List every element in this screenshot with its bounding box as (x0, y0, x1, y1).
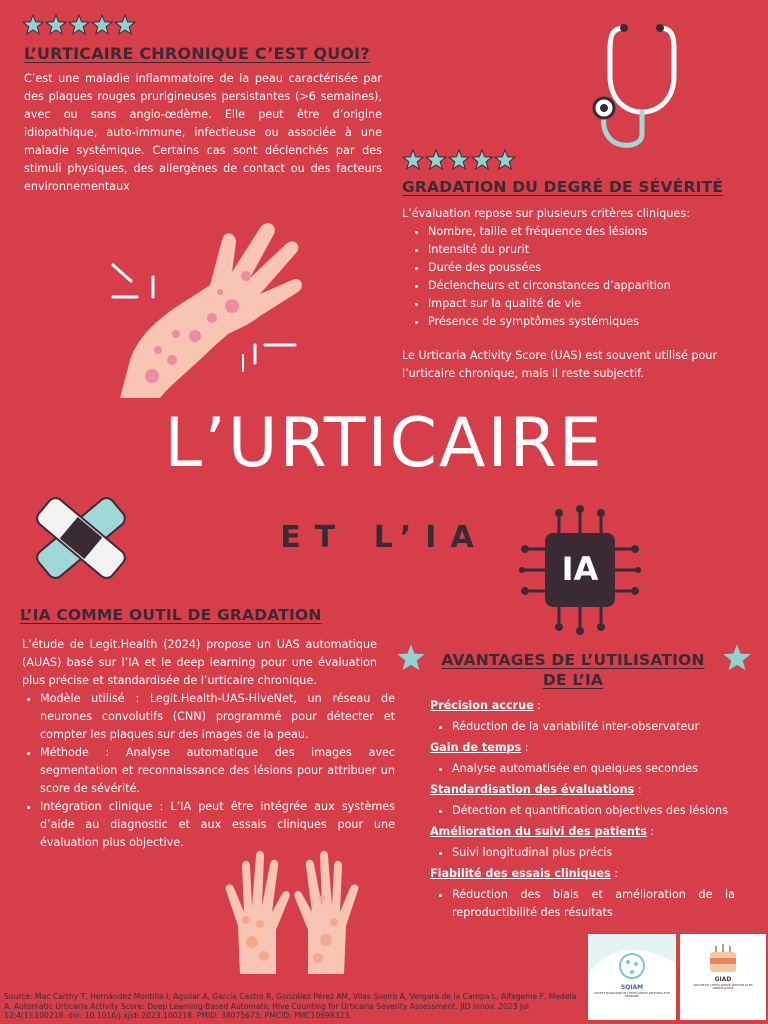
list-item: • Déclencheurs et circonstances d’apparition (428, 277, 768, 295)
list-item: • Impact sur la qualité de vie (428, 295, 768, 313)
list-item: • Intégration clinique : L’IA peut être intégrée aux systèmes d’aide au diagnostic et aux essais cliniques pour une évaluation plus objective. (40, 798, 395, 852)
section3-intro: L’étude de Legit.Health (2024) propose un UAS automatique (AUAS) basé sur l’IA et le deep learning pour une évaluation plus précise et standardisée de l’urticaire chronique. (22, 638, 377, 687)
sqiam-emblem-icon (588, 934, 676, 1020)
list-item: • Intensité du prurit (428, 241, 768, 259)
section3-title: L’IA COMME OUTIL DE GRADATION (20, 606, 322, 624)
bandage-icon (26, 488, 136, 588)
list-item: • Suivi longitudinal plus précis (452, 844, 735, 862)
section2-note: Le Urticaria Activity Score (UAS) est souvent utilisé pour l’urticaire chronique, mais il reste subjectif. (402, 349, 718, 380)
section1-title: L’URTICAIRE CHRONIQUE C’EST QUOI? (24, 44, 370, 63)
list-item: • Réduction de la variabilité inter-observateur (452, 718, 735, 736)
hands-hives-illustration (222, 846, 362, 976)
advantage-label: Fiabilité des essais cliniques (430, 867, 611, 880)
sqiam-name: SQIAM (620, 984, 644, 991)
advantage-label: Précision accrue (430, 699, 534, 712)
advantage-label: Gain de temps (430, 741, 522, 754)
advantage-label: Standardisation des évaluations (430, 783, 635, 796)
list-item: • Nombre, taille et fréquence des lésions (428, 223, 768, 241)
section1-text: C’est une maladie inflammatoire de la peau caractérisée par des plaques rouges prurigineuses persistantes (>6 semaines), avec ou sans angio-œdème. Elle peut être d’origine idiopathique, auto-immune, infectieuse ou associée à une maladie systémique. Certains cas sont déclenchés par des stimuli physiques, des allergènes de contact ou des facteurs environnementaux (24, 72, 382, 193)
section3-list (22, 690, 395, 852)
list-item: • Modèle utilisé : Legit.Health-UAS-HiveNet, un réseau de neurones convolutifs (CNN) programmé pour détecter et compter les plaques sur des images de la peau. (40, 690, 395, 744)
advantage-group: Fiabilité des essais cliniques : • Réduction des biais et amélioration de la reproductibilité des résultats (430, 865, 735, 922)
source-citation: Source: Mac Carthy T, Hernández Montilla I, Aguilar A, García Castro R, González Pérez AM, Vilas Sueiro A, Vergara de la Campa L, Alfageme F, Medela A. Automatic Urticaria Activity Score: Deep Learning-Based Automatic Hive Counting for Urticaria Severity Assessment. JID Innov. 2023 Jul 12;4(1):100218. doi: 10.1016/j.xjidi.2023.100218. PMID: 38075673; PMCID: PMC10698323. (4, 992, 577, 1020)
section4-title (428, 650, 718, 690)
advantage-group: Précision accrue : • Réduction de la variabilité inter-observateur (430, 697, 735, 736)
star-icons (402, 149, 522, 171)
stethoscope-icon (584, 16, 694, 156)
star-icon-right (722, 643, 752, 673)
giad-subtitle: GROUPE DE L'INTELLIGENCE ARTIFICIELLE EN DERMATOLOGIE (693, 984, 753, 991)
advantages-list (430, 697, 735, 925)
section2-title: GRADATION DU DEGRÉ DE SÉVÉRITÉ (402, 178, 724, 196)
section4-title-line2: DE L’IA (542, 671, 604, 689)
advantage-label: Amélioration du suivi des patients (430, 825, 647, 838)
advantage-group: Standardisation des évaluations : • Détection et quantification objectives des lésions (430, 781, 735, 820)
section4-title-line1: AVANTAGES DE L’UTILISATION (441, 651, 705, 669)
star-icon-left (396, 643, 426, 673)
sub-title: ET L’IA (280, 520, 488, 555)
sparkle-lines (105, 255, 305, 375)
main-title: L’URTICAIRE (164, 404, 604, 483)
advantage-group: Gain de temps : • Analyse automatisée en quelques secondes (430, 739, 735, 778)
ia-chip-label: IA (561, 550, 599, 588)
list-item: • Durée des poussées (428, 259, 768, 277)
list-item: • Analyse automatisée en quelques secondes (452, 760, 735, 778)
section2-criteria-list (410, 223, 768, 331)
sqiam-logo (588, 934, 676, 1020)
list-item: • Détection et quantification objectives des lésions (452, 802, 735, 820)
star-icons (22, 14, 142, 36)
list-item: • Méthode : Analyse automatique des images avec segmentation et reconnaissance des lésions pour attribuer un score de sévérité. (40, 744, 395, 798)
rating-stars-top (22, 14, 142, 40)
sqiam-subtitle: SOCIETE MAROCAINE DE L'INTELLIGENCE ARTIFICIELLE EN MEDECINE (594, 992, 670, 999)
advantage-group: Amélioration du suivi des patients : • Suivi longitudinal plus précis (430, 823, 735, 862)
giad-logo (680, 934, 766, 1020)
rating-stars-mid (402, 149, 522, 175)
giad-name: GIAD (714, 976, 732, 983)
list-item: • Présence de symptômes systémiques (428, 313, 768, 331)
list-item: • Réduction des biais et amélioration de la reproductibilité des résultats (452, 886, 735, 922)
section2-intro: L’évaluation repose sur plusieurs critères cliniques: (402, 207, 690, 220)
